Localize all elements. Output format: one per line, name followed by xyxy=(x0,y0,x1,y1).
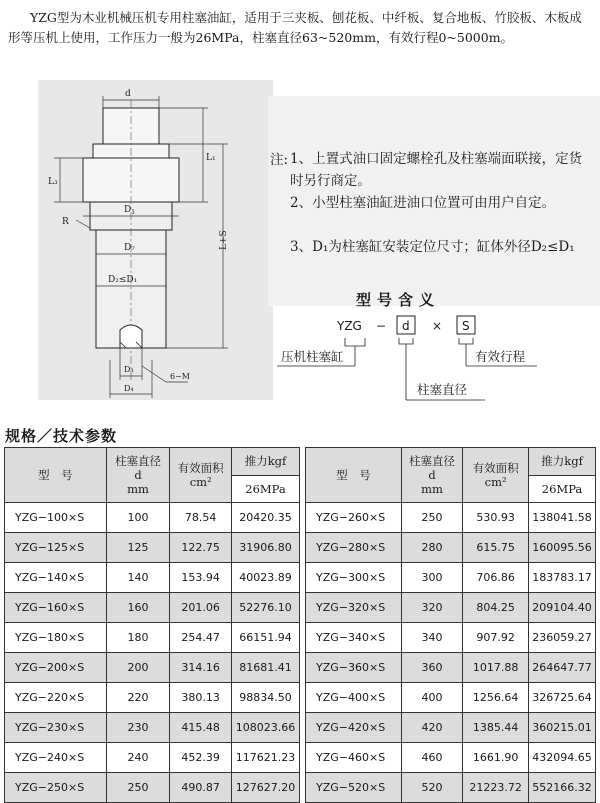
intro-paragraph: YZG型为木业机械压机专用柱塞油缸，适用于三夹板、刨花板、中纤板、复合地板、竹胶板、木板成形等压机上使用，工作压力一般为26MPa，柱塞直径63~520mm，有效行程0~5000m。 xyxy=(8,10,582,45)
header-force: 推力kgf xyxy=(232,448,300,476)
cell-d: 100 xyxy=(106,503,170,533)
table-row xyxy=(306,533,596,563)
cell-area: 21223.72 xyxy=(463,773,529,803)
cylinder-diagram xyxy=(38,80,273,400)
cell-area: 530.93 xyxy=(463,503,529,533)
cell-force: 40023.89 xyxy=(232,563,300,593)
cell-force: 160095.56 xyxy=(529,533,596,563)
cell-d: 200 xyxy=(106,653,170,683)
cell-model: YZG−340×S xyxy=(306,623,402,653)
cell-d: 320 xyxy=(401,593,462,623)
cell-d: 125 xyxy=(106,533,170,563)
cell-force: 98834.50 xyxy=(232,683,300,713)
table-row xyxy=(306,503,596,533)
dim-thread-label: 6−M xyxy=(170,372,190,381)
header-area: 有效面积 cm² xyxy=(170,448,232,503)
code-box-s: S xyxy=(462,319,470,333)
cell-area: 122.75 xyxy=(170,533,232,563)
spec-table-right xyxy=(305,447,596,803)
cell-area: 415.48 xyxy=(170,713,232,743)
dim-d2-label: D₂≤D₁ xyxy=(108,275,138,285)
note-item: 3、D₁为柱塞缸安装定位尺寸；缸体外径D₂≤D₁ xyxy=(290,239,575,255)
cell-model: YZG−100×S xyxy=(5,503,107,533)
cell-d: 300 xyxy=(401,563,462,593)
dim-d1-label: $D_1$ xyxy=(124,205,136,216)
cell-model: YZG−230×S xyxy=(5,713,107,743)
cell-force: 66151.94 xyxy=(232,623,300,653)
cell-d: 400 xyxy=(401,683,462,713)
cell-model: YZG−320×S xyxy=(306,593,402,623)
cell-area: 153.94 xyxy=(170,563,232,593)
cell-model: YZG−460×S xyxy=(306,743,402,773)
cell-force: 432094.65 xyxy=(529,743,596,773)
table-row xyxy=(306,713,596,743)
table-row xyxy=(5,773,300,803)
cell-model: YZG−180×S xyxy=(5,623,107,653)
cell-area: 1017.88 xyxy=(463,653,529,683)
note-item: 1、上置式油口固定螺栓孔及柱塞端面联接，定货时另行商定。 xyxy=(290,151,583,189)
cell-d: 140 xyxy=(106,563,170,593)
cell-force: 236059.27 xyxy=(529,623,596,653)
dim-l3-label: L₃ xyxy=(48,177,58,187)
cell-model: YZG−220×S xyxy=(5,683,107,713)
cell-area: 1256.64 xyxy=(463,683,529,713)
dim-l1-label: L₁ xyxy=(206,153,216,163)
table-row xyxy=(5,623,300,653)
cell-model: YZG−420×S xyxy=(306,713,402,743)
table-row xyxy=(5,503,300,533)
table-row xyxy=(5,653,300,683)
header-model: 型 号 xyxy=(5,448,107,503)
cell-area: 1385.44 xyxy=(463,713,529,743)
cell-model: YZG−140×S xyxy=(5,563,107,593)
cell-force: 20420.35 xyxy=(232,503,300,533)
table-row xyxy=(5,563,300,593)
table-row xyxy=(5,533,300,563)
cell-d: 460 xyxy=(401,743,462,773)
cell-area: 380.13 xyxy=(170,683,232,713)
cell-d: 160 xyxy=(106,593,170,623)
code-dash: − xyxy=(376,319,387,333)
cell-model: YZG−160×S xyxy=(5,593,107,623)
cell-area: 254.47 xyxy=(170,623,232,653)
cell-d: 230 xyxy=(106,713,170,743)
cell-d: 420 xyxy=(401,713,462,743)
header-diameter: 柱塞直径 d mm xyxy=(106,448,170,503)
cell-area: 804.25 xyxy=(463,593,529,623)
cell-area: 78.54 xyxy=(170,503,232,533)
cell-area: 615.75 xyxy=(463,533,529,563)
cell-force: 138041.58 xyxy=(529,503,596,533)
cell-model: YZG−240×S xyxy=(5,743,107,773)
section-title: 规格／技术参数 xyxy=(5,427,118,445)
header-area: 有效面积 cm² xyxy=(463,448,529,503)
note-item: 2、小型柱塞油缸进油口位置可由用户自定。 xyxy=(290,195,556,211)
dim-r-label: R xyxy=(62,217,69,227)
cell-force: 127627.20 xyxy=(232,773,300,803)
model-code-diagram xyxy=(275,308,595,413)
cell-model: YZG−400×S xyxy=(306,683,402,713)
cell-model: YZG−280×S xyxy=(306,533,402,563)
table-row xyxy=(306,743,596,773)
cell-force: 360215.01 xyxy=(529,713,596,743)
code-label-stroke: 有效行程 xyxy=(475,349,526,364)
table-row xyxy=(306,593,596,623)
table-row xyxy=(5,743,300,773)
notes-panel xyxy=(268,96,600,306)
code-box-d: d xyxy=(402,319,410,333)
cell-area: 1661.90 xyxy=(463,743,529,773)
cell-d: 340 xyxy=(401,623,462,653)
dim-d-label: d xyxy=(125,89,131,99)
table-row xyxy=(306,653,596,683)
cell-force: 52276.10 xyxy=(232,593,300,623)
cell-area: 201.06 xyxy=(170,593,232,623)
cell-d: 240 xyxy=(106,743,170,773)
cell-d: 520 xyxy=(401,773,462,803)
table-row xyxy=(306,683,596,713)
cell-force: 209104.40 xyxy=(529,593,596,623)
cell-model: YZG−125×S xyxy=(5,533,107,563)
code-label-diameter: 柱塞直径 xyxy=(417,382,468,397)
cell-model: YZG−300×S xyxy=(306,563,402,593)
cell-force: 183783.17 xyxy=(529,563,596,593)
header-model: 型 号 xyxy=(306,448,402,503)
cell-d: 250 xyxy=(106,773,170,803)
cell-area: 490.87 xyxy=(170,773,232,803)
header-diameter: 柱塞直径 d mm xyxy=(401,448,462,503)
cell-area: 907.92 xyxy=(463,623,529,653)
model-code-title: 型号含义 xyxy=(356,291,441,309)
table-row xyxy=(5,593,300,623)
cell-d: 360 xyxy=(401,653,462,683)
cell-force: 81681.41 xyxy=(232,653,300,683)
table-row xyxy=(5,683,300,713)
dim-d3-label: D₃ xyxy=(124,365,134,374)
table-row xyxy=(306,563,596,593)
cell-d: 250 xyxy=(401,503,462,533)
table-row xyxy=(306,623,596,653)
code-times: × xyxy=(432,319,443,333)
dim-d7-label: D₇ xyxy=(124,243,135,253)
code-label-prefix: 压机柱塞缸 xyxy=(281,349,344,364)
cell-force: 552166.32 xyxy=(529,773,596,803)
spec-table-left xyxy=(4,447,300,803)
cell-area: 706.86 xyxy=(463,563,529,593)
cell-force: 264647.77 xyxy=(529,653,596,683)
cell-model: YZG−200×S xyxy=(5,653,107,683)
cell-force: 117621.23 xyxy=(232,743,300,773)
cell-model: YZG−520×S xyxy=(306,773,402,803)
notes-lead: 注: xyxy=(270,152,289,168)
cell-force: 326725.64 xyxy=(529,683,596,713)
cell-model: YZG−260×S xyxy=(306,503,402,533)
cell-force: 108023.66 xyxy=(232,713,300,743)
cell-area: 314.16 xyxy=(170,653,232,683)
cell-d: 220 xyxy=(106,683,170,713)
header-pressure: 26MPa xyxy=(232,475,300,503)
header-force: 推力kgf xyxy=(529,448,596,476)
cell-model: YZG−360×S xyxy=(306,653,402,683)
table-row xyxy=(306,773,596,803)
dim-d4-label: D₄ xyxy=(124,384,134,393)
table-row xyxy=(5,713,300,743)
header-pressure: 26MPa xyxy=(529,475,596,503)
cell-d: 180 xyxy=(106,623,170,653)
cell-d: 280 xyxy=(401,533,462,563)
cell-model: YZG−250×S xyxy=(5,773,107,803)
dim-ls-label: L+S xyxy=(219,230,229,250)
cell-force: 31906.80 xyxy=(232,533,300,563)
code-prefix: YZG xyxy=(337,319,362,333)
cell-area: 452.39 xyxy=(170,743,232,773)
